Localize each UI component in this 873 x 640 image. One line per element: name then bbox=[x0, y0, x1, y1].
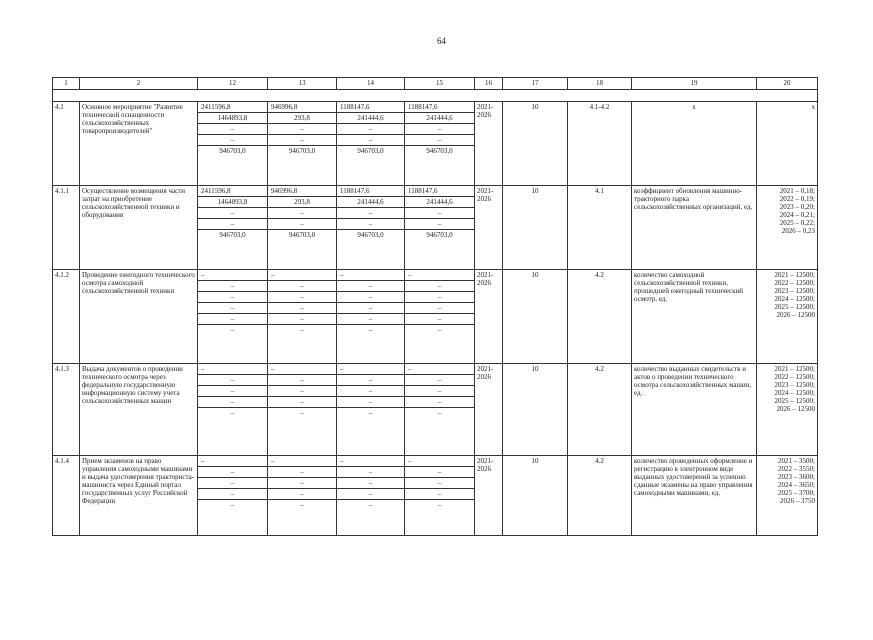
column-header: 19 bbox=[632, 78, 757, 90]
row-number: 4.1.4 bbox=[53, 456, 80, 536]
amount-cell: – bbox=[268, 314, 336, 325]
funding-col-14 bbox=[337, 270, 405, 364]
amount-cell: 946703,0 bbox=[357, 231, 384, 239]
amount-cell: – bbox=[300, 326, 304, 334]
amount-cell: 241444,6 bbox=[337, 197, 404, 208]
amount-cell: 241444,6 bbox=[337, 113, 404, 124]
col-17-cell: 10 bbox=[503, 364, 568, 456]
amount-cell: 1188147,6 bbox=[405, 186, 474, 197]
amount-cell: – bbox=[337, 270, 404, 281]
indicator-cell: количество проведенных оформление и регистрацию в электронном виде выданных удостоверений за успешно сданные экзамены на право управления самоходными машинами, ед. bbox=[632, 456, 757, 536]
amount-cell: – bbox=[337, 135, 404, 146]
col-18-cell: 4.1-4.2 bbox=[568, 102, 632, 186]
amount-cell: – bbox=[405, 364, 474, 375]
col-18-cell: 4.1 bbox=[568, 186, 632, 270]
amount-cell: 946996,8 bbox=[268, 102, 336, 113]
period-cell: 2021-2026 bbox=[475, 186, 503, 270]
amount-cell: 241444,6 bbox=[405, 113, 474, 124]
amount-cell: – bbox=[337, 314, 404, 325]
amount-cell: 1188147,6 bbox=[337, 186, 404, 197]
amount-cell: – bbox=[230, 409, 235, 417]
budget-table bbox=[52, 77, 818, 536]
table-row bbox=[53, 364, 818, 456]
amount-cell: – bbox=[405, 303, 474, 314]
amount-cell: – bbox=[405, 292, 474, 303]
amount-cell: – bbox=[437, 501, 442, 509]
page-number: 64 bbox=[437, 36, 446, 46]
amount-cell: – bbox=[268, 375, 336, 386]
measure-name: Прием экзаменов на право управления самоходными машинами и выдача удостоверения тракториста-машиниста через Единый портал государственных услуг Российской Федерации bbox=[80, 456, 198, 536]
amount-cell: 946703,0 bbox=[288, 147, 316, 155]
amount-cell: 946703,0 bbox=[426, 147, 453, 155]
amount-cell: 1464893,8 bbox=[198, 113, 267, 124]
amount-cell: – bbox=[405, 124, 474, 135]
column-header: 18 bbox=[568, 78, 632, 90]
column-header: 15 bbox=[405, 78, 475, 90]
amount-cell: – bbox=[198, 375, 267, 386]
header-row bbox=[53, 78, 818, 90]
funding-col-14 bbox=[337, 186, 405, 270]
amount-cell: – bbox=[198, 364, 267, 375]
amount-cell: – bbox=[198, 303, 267, 314]
amount-cell: – bbox=[268, 124, 336, 135]
amount-cell: – bbox=[337, 478, 404, 489]
funding-col-15 bbox=[405, 270, 475, 364]
period-cell: 2021-2026 bbox=[475, 270, 503, 364]
amount-cell: – bbox=[198, 208, 267, 219]
funding-col-13 bbox=[268, 364, 337, 456]
measure-name: Выдача документов о проведении технического осмотра через федеральную государственную информационную систему учета сельскохозяйственных машин bbox=[80, 364, 198, 456]
col-18-cell: 4.2 bbox=[568, 270, 632, 364]
amount-cell: – bbox=[268, 292, 336, 303]
amount-cell: – bbox=[405, 478, 474, 489]
funding-col-15 bbox=[405, 364, 475, 456]
row-number: 4.1.3 bbox=[53, 364, 80, 456]
amount-cell: – bbox=[268, 478, 336, 489]
row-number: 4.1.1 bbox=[53, 186, 80, 270]
target-values-cell: 2021 – 12500; 2022 – 12500; 2023 – 12500; 2024 – 12500; 2025 – 12500; 2026 – 12500 bbox=[757, 270, 818, 364]
funding-col-13 bbox=[268, 456, 337, 536]
row-number: 4.1 bbox=[53, 102, 80, 186]
amount-cell: – bbox=[405, 456, 474, 467]
funding-col-15 bbox=[405, 102, 475, 186]
amount-cell: – bbox=[198, 124, 267, 135]
amount-cell: – bbox=[198, 219, 267, 230]
amount-cell: – bbox=[405, 314, 474, 325]
target-values-cell: х bbox=[757, 102, 818, 186]
amount-cell: – bbox=[405, 467, 474, 478]
amount-cell: 946703,0 bbox=[219, 147, 246, 155]
column-header: 1 bbox=[53, 78, 80, 90]
funding-col-14 bbox=[337, 364, 405, 456]
amount-cell: – bbox=[198, 386, 267, 397]
indicator-cell: коэффициент обновления машинно-тракторного парка сельскохозяйственных организаций, ед. bbox=[632, 186, 757, 270]
amount-cell: – bbox=[230, 326, 235, 334]
amount-cell: – bbox=[268, 364, 336, 375]
amount-cell: – bbox=[405, 386, 474, 397]
amount-cell: – bbox=[198, 397, 267, 408]
amount-cell: – bbox=[198, 456, 267, 467]
amount-cell: 1464893,8 bbox=[198, 197, 267, 208]
amount-cell: – bbox=[368, 409, 373, 417]
amount-cell: – bbox=[405, 375, 474, 386]
col-18-cell: 4.2 bbox=[568, 456, 632, 536]
amount-cell: – bbox=[268, 467, 336, 478]
period-cell: 2021-2026 bbox=[475, 456, 503, 536]
column-header: 13 bbox=[268, 78, 337, 90]
amount-cell: – bbox=[405, 270, 474, 281]
amount-cell: – bbox=[368, 501, 373, 509]
amount-cell: – bbox=[337, 364, 404, 375]
amount-cell: 2411596,8 bbox=[198, 102, 267, 113]
amount-cell: – bbox=[268, 219, 336, 230]
amount-cell: – bbox=[337, 208, 404, 219]
table-row bbox=[53, 102, 818, 186]
amount-cell: 946703,0 bbox=[288, 231, 316, 239]
funding-col-12 bbox=[198, 102, 268, 186]
amount-cell: – bbox=[198, 467, 267, 478]
col-17-cell: 10 bbox=[503, 186, 568, 270]
amount-cell: – bbox=[300, 409, 304, 417]
target-values-cell: 2021 – 3500; 2022 – 3550; 2023 – 3600; 2024 – 3650; 2025 – 3700; 2026 – 3750 bbox=[757, 456, 818, 536]
target-values-cell: 2021 – 12500; 2022 – 12500; 2023 – 12500; 2024 – 12500; 2025 – 12500; 2026 – 12500 bbox=[757, 364, 818, 456]
amount-cell: – bbox=[337, 303, 404, 314]
funding-col-15 bbox=[405, 456, 475, 536]
amount-cell: 2411596,8 bbox=[198, 186, 267, 197]
amount-cell: – bbox=[198, 281, 267, 292]
amount-cell: – bbox=[337, 281, 404, 292]
col-17-cell: 10 bbox=[503, 456, 568, 536]
row-number: 4.1.2 bbox=[53, 270, 80, 364]
amount-cell: – bbox=[437, 409, 442, 417]
funding-col-14 bbox=[337, 102, 405, 186]
amount-cell: 1188147,6 bbox=[405, 102, 474, 113]
column-header: 12 bbox=[198, 78, 268, 90]
table-row bbox=[53, 270, 818, 364]
funding-col-12 bbox=[198, 456, 268, 536]
amount-cell: – bbox=[198, 270, 267, 281]
amount-cell: – bbox=[268, 456, 336, 467]
amount-cell: – bbox=[268, 135, 336, 146]
col-18-cell: 4.2 bbox=[568, 364, 632, 456]
column-header: 17 bbox=[503, 78, 568, 90]
funding-col-14 bbox=[337, 456, 405, 536]
amount-cell: – bbox=[230, 501, 235, 509]
amount-cell: – bbox=[337, 397, 404, 408]
funding-col-12 bbox=[198, 186, 268, 270]
measure-name: Основное мероприятие "Развитие технической оснащенности сельскохозяйственных товаропроизводителей" bbox=[80, 102, 198, 186]
indicator-cell: количество самоходной сельскохозяйственной техники, прошедшей ежегодный технический осмотр, ед. bbox=[632, 270, 757, 364]
column-header: 20 bbox=[757, 78, 818, 90]
amount-cell: 946996,8 bbox=[268, 186, 336, 197]
amount-cell: 946703,0 bbox=[219, 231, 246, 239]
amount-cell: – bbox=[300, 501, 304, 509]
amount-cell: 946703,0 bbox=[426, 231, 453, 239]
table-row bbox=[53, 186, 818, 270]
amount-cell: – bbox=[268, 303, 336, 314]
amount-cell: – bbox=[268, 397, 336, 408]
amount-cell: 1188147,6 bbox=[337, 102, 404, 113]
amount-cell: – bbox=[198, 489, 267, 500]
blank-row bbox=[53, 90, 818, 102]
amount-cell: – bbox=[268, 281, 336, 292]
amount-cell: – bbox=[368, 326, 373, 334]
amount-cell: – bbox=[198, 292, 267, 303]
column-header: 14 bbox=[337, 78, 405, 90]
amount-cell: – bbox=[405, 489, 474, 500]
amount-cell: 293,8 bbox=[268, 197, 336, 208]
amount-cell: – bbox=[337, 292, 404, 303]
amount-cell: – bbox=[337, 386, 404, 397]
amount-cell: – bbox=[405, 208, 474, 219]
amount-cell: – bbox=[198, 478, 267, 489]
amount-cell: – bbox=[337, 489, 404, 500]
amount-cell: – bbox=[337, 456, 404, 467]
funding-col-12 bbox=[198, 270, 268, 364]
funding-col-13 bbox=[268, 186, 337, 270]
amount-cell: – bbox=[198, 135, 267, 146]
amount-cell: – bbox=[268, 208, 336, 219]
funding-col-15 bbox=[405, 186, 475, 270]
amount-cell: 293,8 bbox=[268, 113, 336, 124]
amount-cell: 241444,6 bbox=[405, 197, 474, 208]
amount-cell: – bbox=[405, 219, 474, 230]
period-cell: 2021-2026 bbox=[475, 102, 503, 186]
indicator-cell: количество выданных свидетельств и актов о проведении технического осмотра сельскохозяйственных машин, ед. bbox=[632, 364, 757, 456]
amount-cell: – bbox=[337, 375, 404, 386]
amount-cell: – bbox=[405, 397, 474, 408]
amount-cell: – bbox=[198, 314, 267, 325]
amount-cell: – bbox=[337, 124, 404, 135]
amount-cell: 946703,0 bbox=[357, 147, 384, 155]
col-17-cell: 10 bbox=[503, 102, 568, 186]
funding-col-13 bbox=[268, 102, 337, 186]
amount-cell: – bbox=[437, 326, 442, 334]
amount-cell: – bbox=[268, 386, 336, 397]
measure-name: Проведение ежегодного технического осмотра самоходной сельскохозяйственной техники bbox=[80, 270, 198, 364]
column-header: 2 bbox=[80, 78, 198, 90]
table-row bbox=[53, 456, 818, 536]
col-17-cell: 10 bbox=[503, 270, 568, 364]
amount-cell: – bbox=[405, 135, 474, 146]
target-values-cell: 2021 – 0,18; 2022 – 0,19; 2023 – 0,20; 2024 – 0,21; 2025 – 0,22; 2026 – 0,23 bbox=[757, 186, 818, 270]
amount-cell: – bbox=[405, 281, 474, 292]
amount-cell: – bbox=[268, 270, 336, 281]
amount-cell: – bbox=[337, 467, 404, 478]
funding-col-13 bbox=[268, 270, 337, 364]
period-cell: 2021-2026 bbox=[475, 364, 503, 456]
amount-cell: – bbox=[337, 219, 404, 230]
amount-cell: – bbox=[268, 489, 336, 500]
funding-col-12 bbox=[198, 364, 268, 456]
column-header: 16 bbox=[475, 78, 503, 90]
indicator-cell: х bbox=[632, 102, 757, 186]
measure-name: Осуществление возмещения части затрат на приобретение сельскохозяйственной техники и оборудования bbox=[80, 186, 198, 270]
